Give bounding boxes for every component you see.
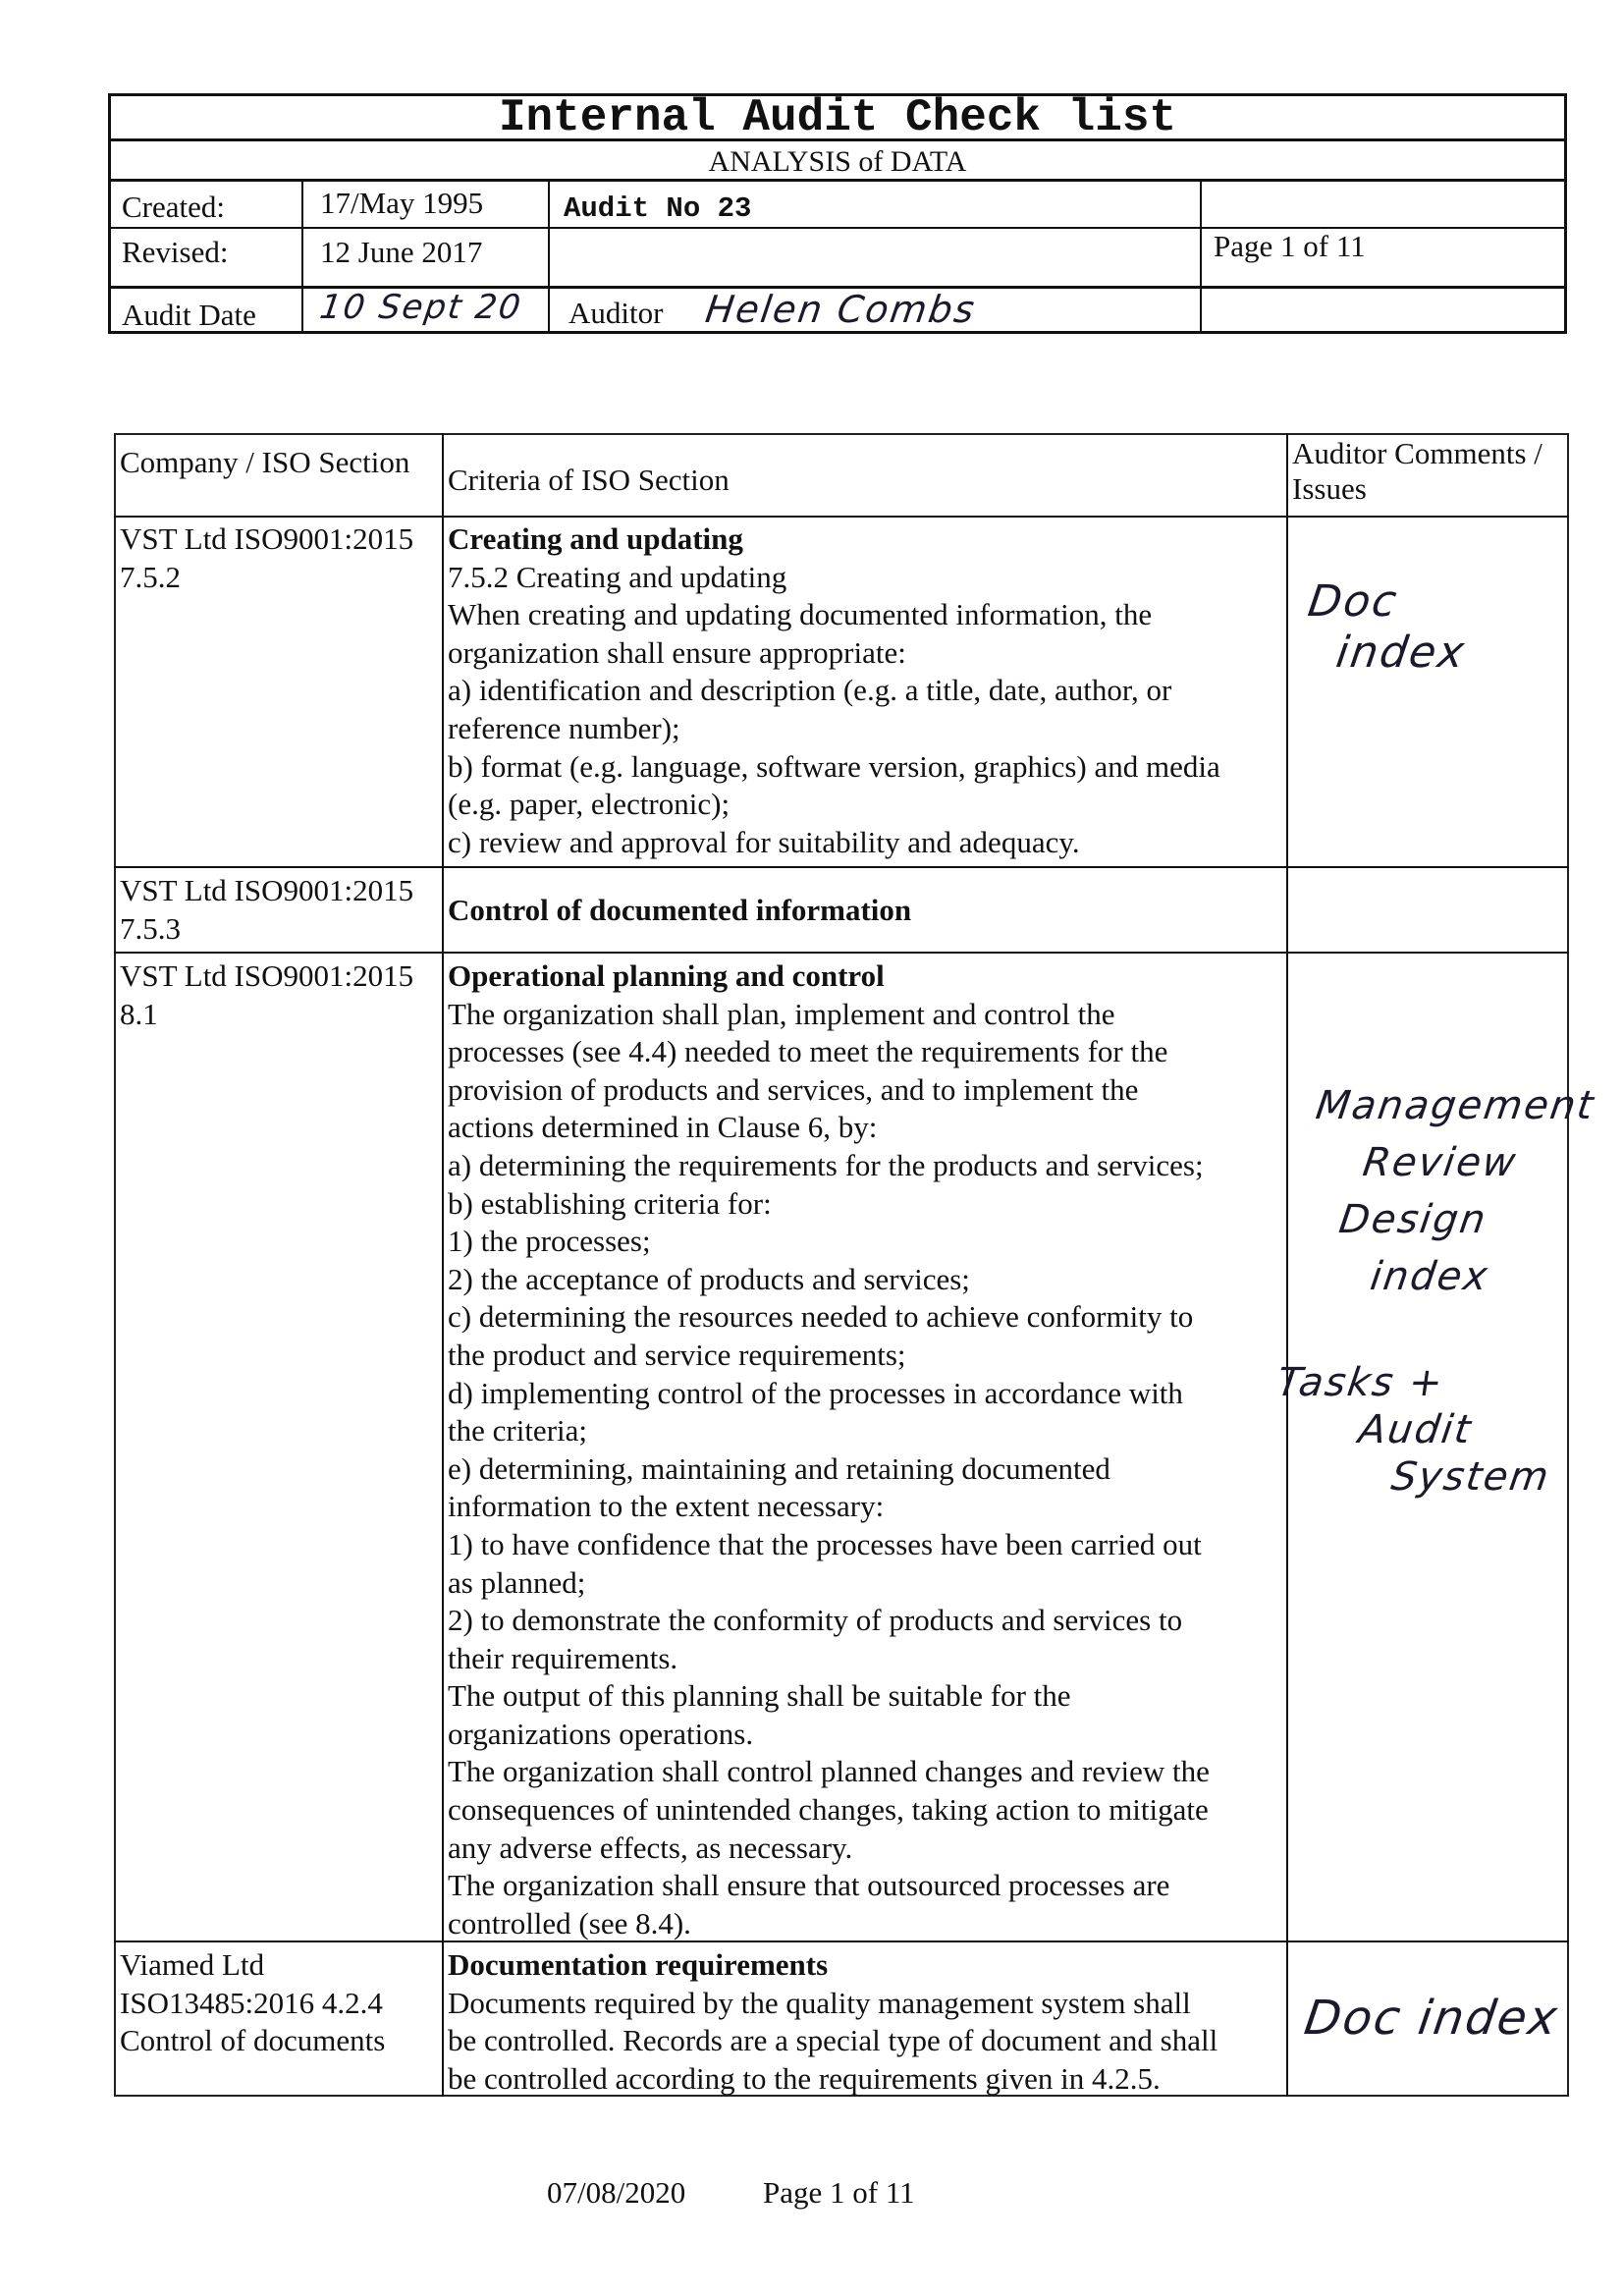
criteria-line: e) determining, maintaining and retaining documented: [448, 1450, 1110, 1486]
auditor-comment: [1293, 574, 1480, 681]
criteria-line: be controlled. Records are a special type of document and shall: [448, 2023, 1218, 2058]
created-label: Created:: [122, 190, 226, 224]
criteria-line: (e.g. paper, electronic);: [448, 787, 730, 822]
criteria-line: The organization shall plan, implement and control the: [448, 996, 1115, 1031]
criteria-line: be controlled according to the requirements given in 4.2.5.: [448, 2060, 1161, 2096]
audit-number: Audit No 23: [564, 192, 752, 225]
document-title: Internal Audit Check list: [498, 92, 1177, 143]
comment-line: Doc index: [1301, 1991, 1563, 2046]
criteria-line: 1) the processes;: [448, 1224, 651, 1259]
section-company: VST Ltd ISO9001:2015: [120, 958, 414, 993]
table-row-section: [116, 519, 417, 598]
section-number: ISO13485:2016 4.2.4: [120, 1985, 383, 2020]
criteria-line: the product and service requirements;: [448, 1337, 906, 1372]
table-row-criteria: [444, 890, 915, 932]
page-number: Page 1 of 11: [1214, 229, 1366, 263]
criteria-line: b) establishing criteria for:: [448, 1185, 772, 1221]
auditor-label: Auditor: [568, 296, 664, 330]
column-header-criteria: Criteria of ISO Section: [448, 463, 730, 497]
table-row-criteria: [444, 1944, 1221, 2100]
comment-line: Audit: [1355, 1407, 1476, 1452]
criteria-line: a) determining the requirements for the products and services;: [448, 1147, 1204, 1182]
table-row-section: [116, 870, 417, 950]
comment-line: Tasks +: [1273, 1360, 1447, 1405]
criteria-line: b) format (e.g. language, software version, graphics) and media: [448, 748, 1220, 784]
criteria-line: any adverse effects, as necessary.: [448, 1830, 853, 1865]
audit-date-label: Audit Date: [122, 298, 256, 332]
auditor-comment: [1297, 1989, 1567, 2048]
audit-date-value: 10 Sept 20: [317, 288, 525, 327]
auditor-signature: Helen Combs: [702, 288, 979, 331]
section-company: Viamed Ltd: [120, 1947, 265, 1982]
criteria-line: c) determining the resources needed to achieve conformity to: [448, 1299, 1194, 1335]
section-company: VST Ltd ISO9001:2015: [120, 521, 414, 556]
criteria-title: Control of documented information: [448, 893, 912, 927]
criteria-line: 7.5.2 Creating and updating: [448, 559, 787, 594]
column-header-comments-label: Auditor Comments / Issues: [1292, 436, 1542, 506]
criteria-line: c) review and approval for suitability and adequacy.: [448, 824, 1080, 859]
criteria-line: organizations operations.: [448, 1716, 754, 1751]
criteria-line: a) identification and description (e.g. a title, date, author, or: [448, 673, 1172, 708]
criteria-line: The organization shall ensure that outsourced processes are: [448, 1868, 1170, 1903]
section-number: 7.5.2: [120, 559, 181, 594]
criteria-title: Operational planning and control: [448, 958, 885, 993]
criteria-line: information to the extent necessary:: [448, 1489, 885, 1524]
criteria-line: When creating and updating documented information, the: [448, 597, 1153, 632]
footer-page: Page 1 of 11: [763, 2175, 915, 2210]
column-header-section: Company / ISO Section: [120, 445, 410, 479]
section-number: 7.5.3: [120, 910, 181, 946]
criteria-line: 1) to have confidence that the processes have been carried out: [448, 1526, 1202, 1561]
comment-line: index: [1367, 1254, 1492, 1299]
criteria-line: actions determined in Clause 6, by:: [448, 1110, 878, 1145]
auditor-comment: [1256, 1075, 1610, 1507]
revised-value: 12 June 2017: [320, 235, 483, 269]
criteria-line: The organization shall control planned changes and review the: [448, 1754, 1210, 1789]
criteria-line: controlled (see 8.4).: [448, 1905, 691, 1941]
table-row-section: [116, 956, 417, 1035]
footer-date: 07/08/2020: [547, 2175, 686, 2210]
comment-line: Review: [1360, 1140, 1521, 1185]
document-subtitle: ANALYSIS of DATA: [708, 145, 967, 178]
section-number: 8.1: [120, 996, 158, 1031]
table-row-criteria: [444, 956, 1214, 1944]
criteria-line: the criteria;: [448, 1413, 587, 1449]
criteria-line: d) implementing control of the processes in accordance with: [448, 1375, 1183, 1410]
comment-line: Design: [1336, 1197, 1490, 1242]
criteria-title: Documentation requirements: [448, 1947, 829, 1982]
criteria-line: organization shall ensure appropriate:: [448, 634, 906, 670]
criteria-line: 2) the acceptance of products and services;: [448, 1261, 970, 1296]
criteria-line: provision of products and services, and to implement the: [448, 1071, 1139, 1107]
section-title: Control of documents: [120, 2023, 386, 2058]
criteria-line: Documents required by the quality management system shall: [448, 1985, 1191, 2020]
column-header-comments: [1288, 434, 1573, 509]
criteria-line: 2) to demonstrate the conformity of products and services to: [448, 1603, 1183, 1638]
comment-line: Management: [1313, 1083, 1598, 1128]
revised-label: Revised:: [122, 235, 229, 269]
criteria-line: The output of this planning shall be suitable for the: [448, 1678, 1071, 1714]
created-value: 17/May 1995: [320, 186, 484, 220]
table-row-section: [116, 1944, 389, 2062]
criteria-title: Creating and updating: [448, 521, 743, 556]
section-company: VST Ltd ISO9001:2015: [120, 873, 414, 907]
comment-line: index: [1332, 628, 1470, 678]
criteria-line: as planned;: [448, 1564, 586, 1600]
criteria-line: consequences of unintended changes, taking action to mitigate: [448, 1792, 1209, 1828]
criteria-line: reference number);: [448, 710, 680, 745]
comment-line: System: [1388, 1454, 1553, 1500]
criteria-line: their requirements.: [448, 1640, 678, 1675]
comment-line: Doc: [1305, 576, 1402, 627]
table-row-criteria: [444, 519, 1224, 863]
criteria-line: processes (see 4.4) needed to meet the requirements for the: [448, 1034, 1168, 1069]
